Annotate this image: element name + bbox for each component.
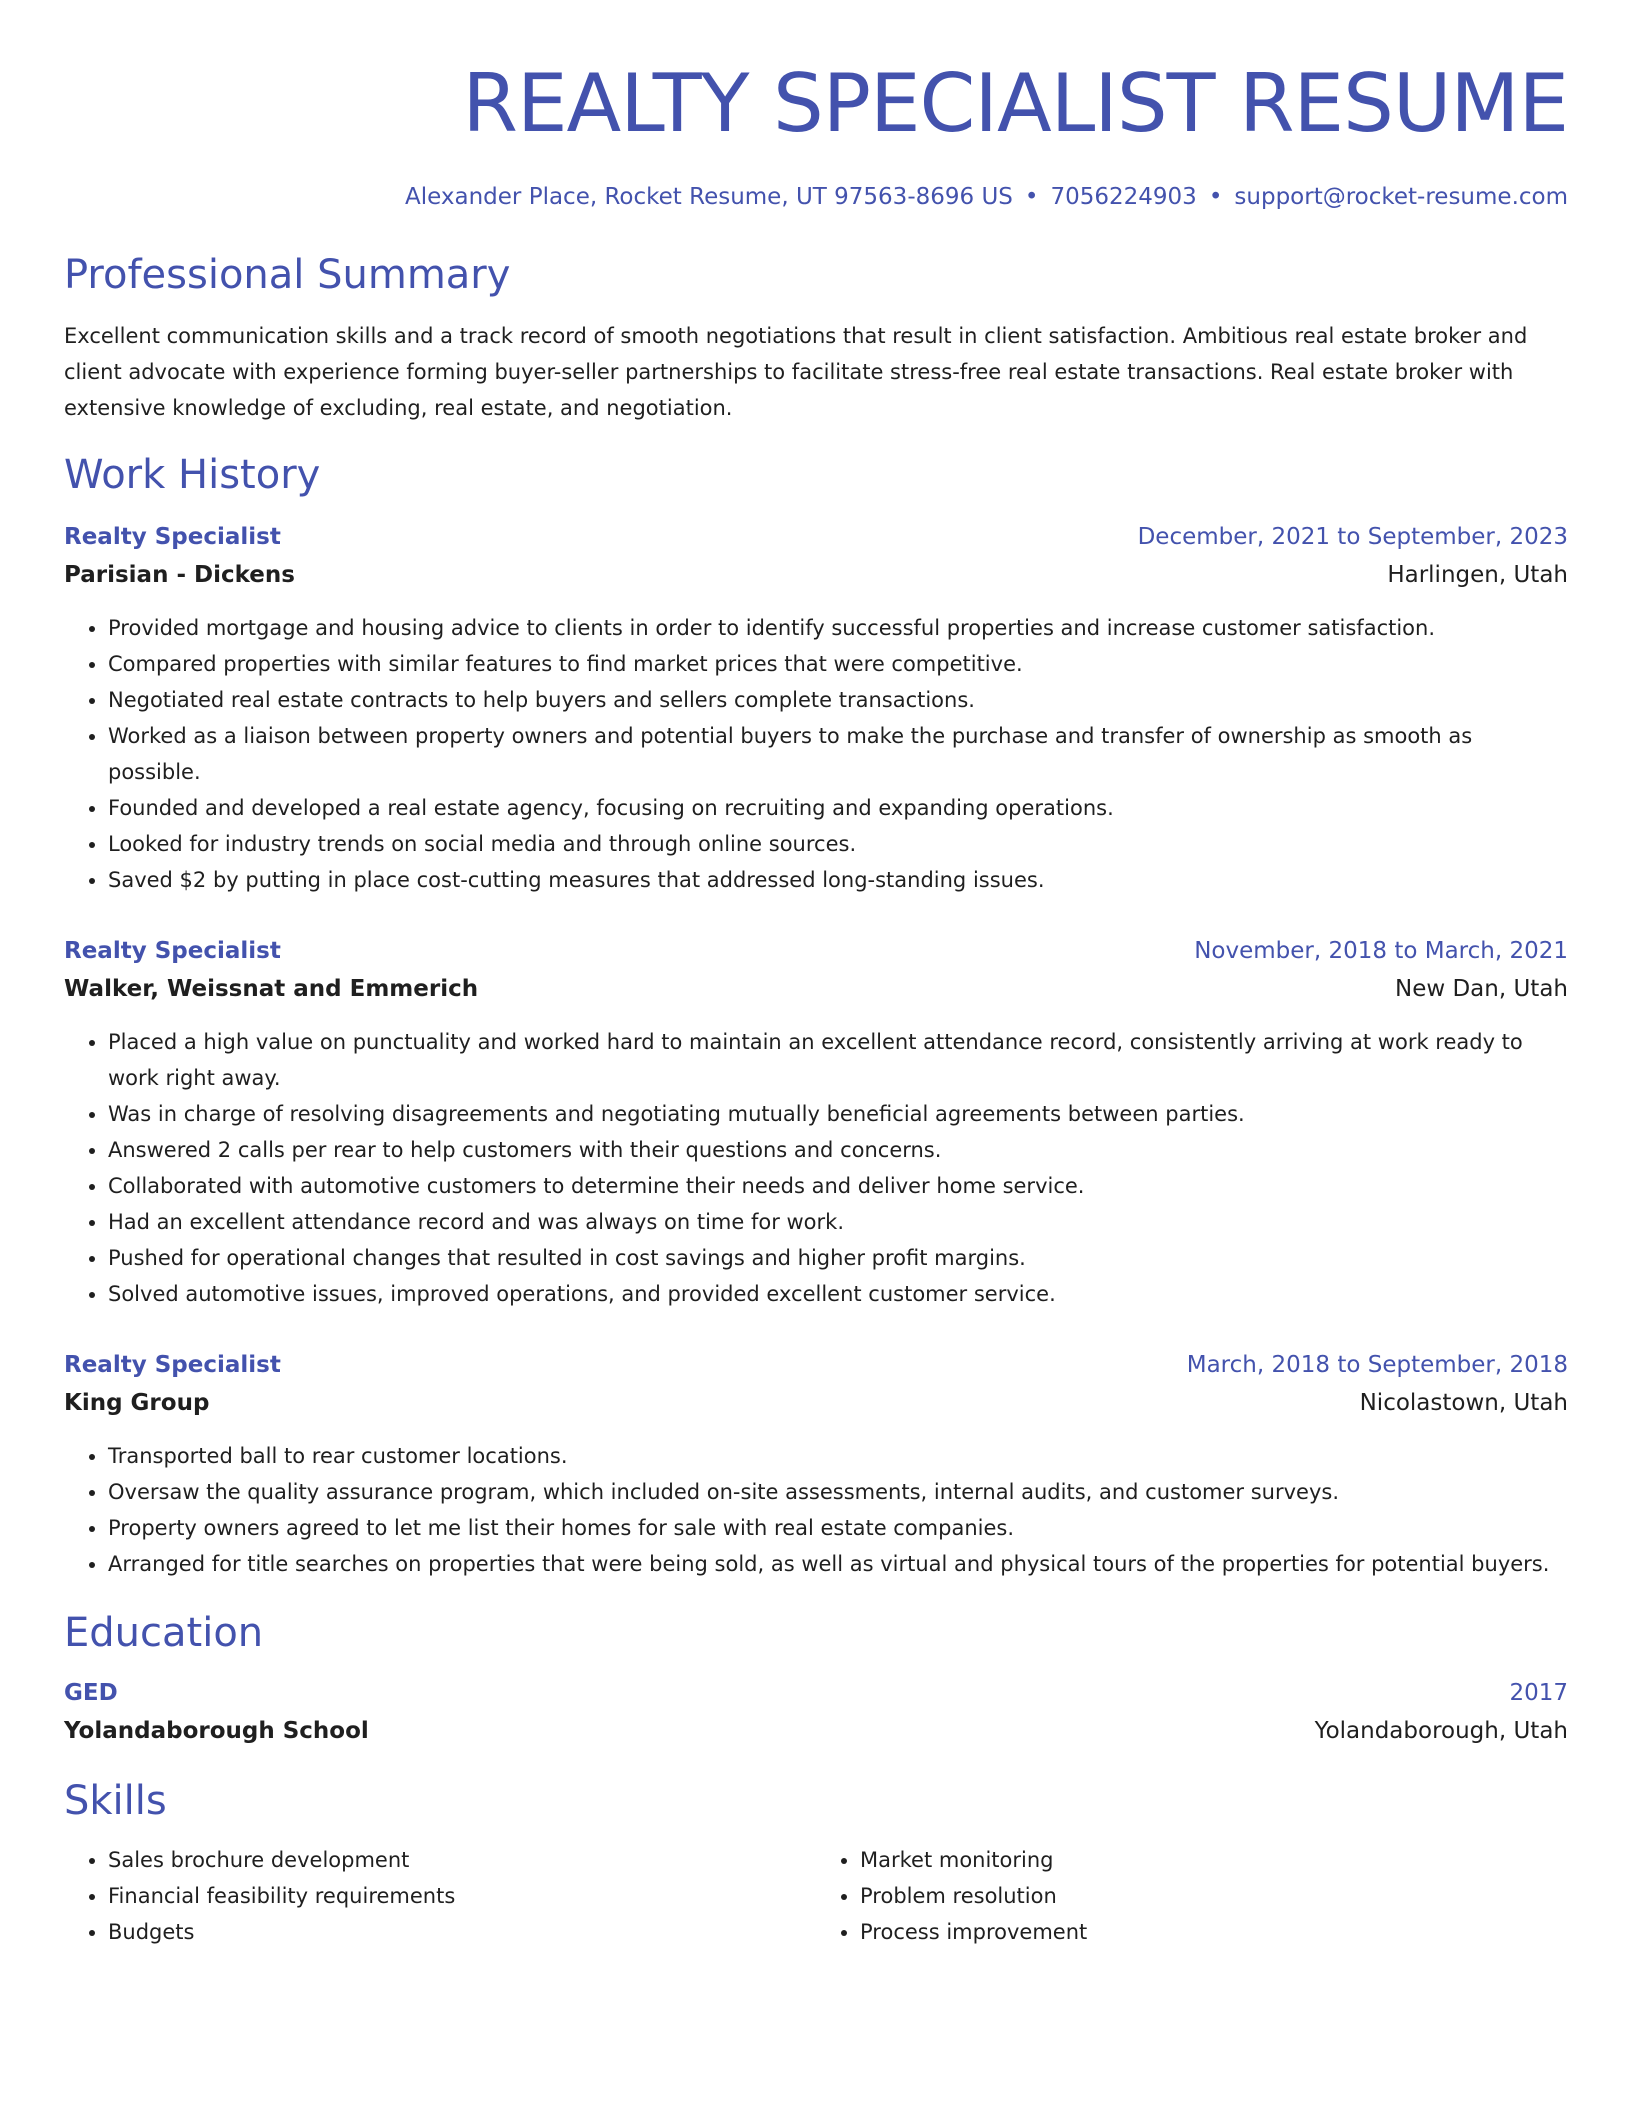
skills-heading: Skills xyxy=(64,1778,167,1824)
job-bullet: • Solved automotive issues, improved operations, and provided excellent customer service. xyxy=(108,1276,1568,1312)
skill-item: • Process improvement xyxy=(860,1914,1568,1950)
job-company: Walker, Weissnat and Emmerich xyxy=(64,976,479,1002)
job-dates: March, 2018 to September, 2018 xyxy=(1186,1352,1568,1378)
job-bullet: • Transported ball to rear customer locations. xyxy=(108,1438,1568,1474)
skill-item: • Problem resolution xyxy=(860,1878,1568,1914)
contact-separator: • xyxy=(1208,184,1223,210)
job-bullet: • Negotiated real estate contracts to help buyers and sellers complete transactions. xyxy=(108,682,1568,718)
job-role: Realty Specialist xyxy=(64,524,281,550)
job-bullet: • Collaborated with automotive customers to determine their needs and deliver home service. xyxy=(108,1168,1568,1204)
job-bullet: • Saved $2 by putting in place cost-cutting measures that addressed long-standing issues. xyxy=(108,862,1568,898)
job-title-row xyxy=(64,518,1568,556)
job-dates: November, 2018 to March, 2021 xyxy=(1194,938,1568,964)
job-bullet: • Had an excellent attendance record and was always on time for work. xyxy=(108,1204,1568,1240)
job-bullets xyxy=(64,610,1568,898)
job-company-row xyxy=(64,556,1568,594)
job-company: King Group xyxy=(64,1390,210,1416)
skills-column-right xyxy=(816,1842,1568,1950)
job-role: Realty Specialist xyxy=(64,1352,281,1378)
job-entry xyxy=(64,932,1568,1312)
job-bullet: • Was in charge of resolving disagreements and negotiating mutually beneficial agreements between parties. xyxy=(108,1096,1568,1132)
job-location: Harlingen, Utah xyxy=(1387,562,1568,588)
contact-separator: • xyxy=(1024,184,1039,210)
education-degree: GED xyxy=(64,1680,118,1706)
education-degree-row xyxy=(64,1674,1568,1712)
summary-text: Excellent communication skills and a track record of smooth negotiations that result in client satisfaction. Ambitious real estate broker and client advocate with experience forming buyer-seller partnerships to facilitate stress-free real estate transactions. Real estate broker with extensive knowledge of excluding, real estate, and negotiation. xyxy=(64,324,1528,420)
education-school: Yolandaborough School xyxy=(64,1718,369,1744)
skills-list xyxy=(64,1842,1568,1950)
education-heading: Education xyxy=(64,1610,264,1656)
skills-column-left xyxy=(64,1842,816,1950)
job-bullet: • Provided mortgage and housing advice to clients in order to identify successful properties and increase customer satisfaction. xyxy=(108,610,1568,646)
job-bullet: • Looked for industry trends on social media and through online sources. xyxy=(108,826,1568,862)
job-bullet: • Property owners agreed to let me list their homes for sale with real estate companies. xyxy=(108,1510,1568,1546)
job-bullet: • Arranged for title searches on properties that were being sold, as well as virtual and physical tours of the properties for potential buyers. xyxy=(108,1546,1568,1582)
job-dates: December, 2021 to September, 2023 xyxy=(1137,524,1568,550)
contact-line xyxy=(64,180,1568,214)
skill-item: • Market monitoring xyxy=(860,1842,1568,1878)
skill-item: • Financial feasibility requirements xyxy=(108,1878,816,1914)
job-bullet: • Placed a high value on punctuality and worked hard to maintain an excellent attendance record, consistently arriving at work ready to work right away. xyxy=(108,1024,1568,1096)
job-role: Realty Specialist xyxy=(64,938,281,964)
resume-header xyxy=(64,0,1568,214)
job-title-row xyxy=(64,932,1568,970)
work-history-heading: Work History xyxy=(64,452,321,498)
job-entry xyxy=(64,1346,1568,1582)
skill-item: • Budgets xyxy=(108,1914,816,1950)
job-company-row xyxy=(64,970,1568,1008)
job-bullet: • Pushed for operational changes that resulted in cost savings and higher profit margins. xyxy=(108,1240,1568,1276)
skill-item: • Sales brochure development xyxy=(108,1842,816,1878)
education-year: 2017 xyxy=(1509,1680,1568,1706)
job-bullet: • Worked as a liaison between property owners and potential buyers to make the purchase and transfer of ownership as smooth as possible. xyxy=(108,718,1568,790)
job-location: New Dan, Utah xyxy=(1394,976,1568,1002)
job-company-row xyxy=(64,1384,1568,1422)
contact-address: Alexander Place, Rocket Resume, UT 97563-8696 US xyxy=(405,184,1013,210)
job-location: Nicolastown, Utah xyxy=(1359,1390,1568,1416)
job-bullet: • Founded and developed a real estate agency, focusing on recruiting and expanding operations. xyxy=(108,790,1568,826)
education-location: Yolandaborough, Utah xyxy=(1314,1718,1568,1744)
job-bullets xyxy=(64,1024,1568,1312)
job-entry xyxy=(64,518,1568,898)
job-bullet: • Compared properties with similar features to find market prices that were competitive. xyxy=(108,646,1568,682)
job-bullet: • Answered 2 calls per rear to help customers with their questions and concerns. xyxy=(108,1132,1568,1168)
contact-email: support@rocket-resume.com xyxy=(1234,184,1568,210)
job-bullet: • Oversaw the quality assurance program, which included on-site assessments, internal audits, and customer surveys. xyxy=(108,1474,1568,1510)
job-bullets xyxy=(64,1438,1568,1582)
summary-heading: Professional Summary xyxy=(64,252,511,298)
job-company: Parisian - Dickens xyxy=(64,562,295,588)
contact-phone: 7056224903 xyxy=(1050,184,1197,210)
resume-page xyxy=(64,0,1568,1950)
job-title-row xyxy=(64,1346,1568,1384)
resume-title: REALTY SPECIALIST RESUME xyxy=(462,57,1568,150)
education-entry xyxy=(64,1674,1568,1750)
education-school-row xyxy=(64,1712,1568,1750)
